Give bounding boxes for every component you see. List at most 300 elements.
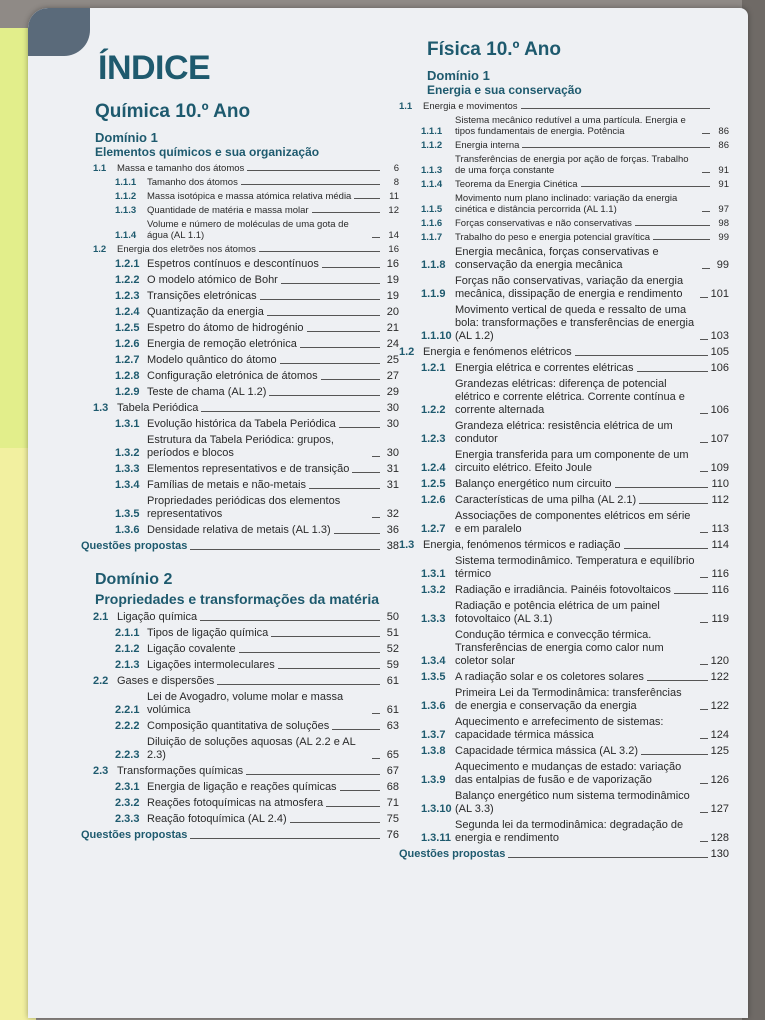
section-title: Associações de componentes elétricos em série e em paralelo — [455, 510, 691, 535]
section-number: 1.3.5 — [115, 508, 140, 520]
toc-entry[interactable] — [399, 232, 729, 243]
toc-entry[interactable] — [399, 761, 729, 787]
toc-list — [81, 163, 399, 537]
leader-dots — [700, 812, 708, 813]
section-number: 1.2.4 — [421, 462, 446, 474]
page-number: 65 — [386, 749, 399, 761]
page-number: 120 — [710, 655, 729, 667]
toc-entry[interactable] — [81, 386, 399, 399]
leader-dots — [700, 413, 708, 414]
section-title: Elementos representativos e de transição — [147, 463, 350, 475]
section-number: 1.1.2 — [115, 191, 137, 202]
page-number: 51 — [386, 627, 399, 639]
section-number: 1.2 — [93, 244, 107, 255]
toc-entry[interactable] — [81, 177, 399, 188]
leader-dots — [354, 198, 380, 199]
section-title: Movimento num plano inclinado: variação da energia cinética e distância percorrida (AL 1.1) — [455, 193, 678, 215]
section-number: 1.3.4 — [421, 655, 446, 667]
toc-entry[interactable] — [81, 643, 399, 656]
section-number: 1.2.7 — [421, 523, 446, 535]
section-number: 1.1.10 — [421, 330, 452, 342]
toc-entry[interactable] — [81, 244, 399, 255]
toc-entry[interactable] — [399, 304, 729, 343]
section-title: Espetro do átomo de hidrogénio — [147, 322, 304, 334]
section-title: Primeira Lei da Termodinâmica: transferências de energia e conservação da energia — [455, 687, 682, 712]
page-number: 125 — [710, 745, 729, 757]
section-number: 2.3.2 — [115, 797, 140, 809]
section-title: Transições eletrónicas — [147, 290, 257, 302]
section-title: Aquecimento e arrefecimento de sistemas: capacidade térmica mássica — [455, 716, 664, 741]
section-number: 1.3.6 — [115, 524, 140, 536]
section-title: Massa isotópica e massa atómica relativa média — [147, 191, 352, 202]
page-number: 124 — [710, 729, 729, 741]
section-number: 1.1.3 — [115, 205, 137, 216]
toc-entry[interactable] — [399, 600, 729, 626]
page-number: 103 — [710, 330, 729, 342]
section-number: 1.1.7 — [421, 232, 443, 243]
page-number: 99 — [718, 232, 729, 243]
section-title: O modelo atómico de Bohr — [147, 274, 278, 286]
page-number: 30 — [386, 447, 399, 459]
toc-entry[interactable] — [399, 629, 729, 668]
leader-dots — [702, 211, 710, 212]
section-title: Radiação e potência elétrica de um painel fotovoltaico (AL 3.1) — [455, 600, 660, 625]
page-number: 119 — [711, 613, 729, 625]
section-title: Densidade relativa de metais (AL 1.3) — [147, 524, 331, 536]
toc-entry[interactable] — [399, 555, 729, 581]
section-number: 1.3.7 — [421, 729, 446, 741]
section-number: 1.2.3 — [421, 433, 446, 445]
toc-entry[interactable] — [81, 813, 399, 826]
section-title: Volume e número de moléculas de uma gota de água (AL 1.1) — [147, 219, 349, 241]
leader-dots — [372, 517, 380, 518]
leader-dots — [674, 593, 709, 594]
toc-entry[interactable] — [81, 479, 399, 492]
toc-entry[interactable] — [81, 274, 399, 287]
section-number: 2.3 — [93, 765, 109, 777]
toc-entry[interactable] — [81, 611, 399, 624]
leader-dots — [635, 225, 710, 226]
leader-dots — [241, 184, 380, 185]
section-number: 2.1.1 — [115, 627, 140, 639]
toc-entry[interactable] — [399, 584, 729, 597]
leader-dots — [581, 186, 710, 187]
page-number: 38 — [386, 540, 399, 552]
toc-entry[interactable] — [399, 494, 729, 507]
toc-entry[interactable] — [399, 346, 729, 359]
toc-entry[interactable] — [399, 716, 729, 742]
section-number: 2.3.1 — [115, 781, 140, 793]
domain-label: Domínio 2 — [95, 571, 173, 588]
leader-dots — [352, 472, 380, 473]
section-number: 1.2.7 — [115, 354, 140, 366]
section-number: 1.3.5 — [421, 671, 446, 683]
toc-entry[interactable] — [399, 140, 729, 151]
leader-dots — [269, 395, 380, 396]
toc-entry[interactable] — [399, 819, 729, 845]
page-number: 30 — [386, 418, 399, 430]
leader-dots — [246, 774, 380, 775]
page-number: 50 — [386, 611, 399, 623]
toc-entry[interactable] — [81, 258, 399, 271]
subject-heading-chemistry: Química 10.º Ano — [95, 101, 251, 122]
page-number: 29 — [386, 386, 399, 398]
page-number: 27 — [386, 370, 399, 382]
page-title: ÍNDICE — [98, 49, 211, 87]
page-number: 61 — [386, 704, 399, 716]
page-number: 126 — [710, 774, 729, 786]
section-title: Evolução histórica da Tabela Periódica — [147, 418, 336, 430]
leader-dots — [508, 857, 707, 858]
section-number: 1.3.3 — [115, 463, 140, 475]
section-number: 1.2.8 — [115, 370, 140, 382]
section-title: Teste de chama (AL 1.2) — [147, 386, 267, 398]
leader-dots — [700, 577, 708, 578]
section-number: 1.1.5 — [421, 204, 443, 215]
section-number: 1.3.11 — [421, 832, 451, 844]
section-title: Ligação química — [117, 611, 198, 623]
page-number: 11 — [389, 191, 399, 202]
domain-subtitle: Energia e sua conservação — [427, 83, 582, 97]
toc-entry[interactable] — [399, 790, 729, 816]
page-number: 99 — [716, 259, 729, 271]
section-number: 1.1.1 — [421, 126, 443, 137]
toc-entry[interactable] — [399, 378, 729, 417]
leader-dots — [201, 411, 380, 412]
section-title: Energia e fenómenos elétricos — [423, 346, 572, 358]
toc-entry[interactable] — [399, 420, 729, 446]
toc-entry[interactable] — [399, 101, 729, 112]
toc-entry[interactable] — [399, 115, 729, 137]
questions-entry[interactable] — [81, 540, 399, 553]
toc-entry[interactable] — [399, 179, 729, 190]
toc-entry[interactable] — [81, 191, 399, 202]
toc-entry[interactable] — [399, 687, 729, 713]
page-number: 71 — [386, 797, 399, 809]
section-title: Composição quantitativa de soluções — [147, 720, 330, 732]
page-number: 114 — [711, 539, 729, 551]
section-title: Segunda lei da termodinâmica: degradação de energia e rendimento — [455, 819, 684, 844]
section-title: Quantidade de matéria e massa molar — [147, 205, 309, 216]
section-number: 1.3 — [93, 402, 109, 414]
leader-dots — [271, 636, 380, 637]
section-number: 1.2.9 — [115, 386, 140, 398]
section-number: 2.3.3 — [115, 813, 140, 825]
toc-entry[interactable] — [81, 402, 399, 415]
page-number: 63 — [386, 720, 399, 732]
toc-entry[interactable] — [81, 463, 399, 476]
page-number: 130 — [710, 848, 729, 860]
leader-dots — [641, 754, 708, 755]
toc-entry[interactable] — [81, 720, 399, 733]
section-title: Configuração eletrónica de átomos — [147, 370, 318, 382]
section-title: Modelo quântico do átomo — [147, 354, 277, 366]
section-number: 1.2.3 — [115, 290, 140, 302]
section-number: 1.3 — [399, 539, 415, 551]
toc-entry[interactable] — [399, 275, 729, 301]
page-number: 76 — [386, 829, 399, 841]
section-number: 1.3.8 — [421, 745, 446, 757]
section-number: 1.2.5 — [421, 478, 446, 490]
page-number: 12 — [388, 205, 399, 216]
page-number: 91 — [718, 179, 729, 190]
leader-dots — [372, 456, 380, 457]
toc-entry[interactable] — [81, 370, 399, 383]
page-number: 19 — [386, 290, 399, 302]
leader-dots — [624, 548, 709, 549]
toc-entry[interactable] — [81, 418, 399, 431]
page-number: 16 — [386, 258, 399, 270]
right-column — [399, 38, 729, 864]
toc-list — [399, 101, 729, 845]
page-number: 31 — [386, 479, 399, 491]
page-number: 59 — [386, 659, 399, 671]
toc-list — [81, 611, 399, 826]
leader-dots — [521, 108, 710, 109]
section-title: Grandezas elétricas: diferença de potencial elétrico e corrente elétrica. Corrente contínua e corrente alternada — [455, 378, 685, 416]
page-number: 106 — [710, 404, 729, 416]
leader-dots — [700, 738, 708, 739]
section-title: Forças conservativas e não conservativas — [455, 218, 632, 229]
leader-dots — [700, 532, 708, 533]
section-title: A radiação solar e os coletores solares — [455, 671, 644, 683]
toc-entry[interactable] — [81, 797, 399, 810]
leader-dots — [281, 283, 380, 284]
leader-dots — [639, 503, 708, 504]
page-number: 97 — [718, 204, 729, 215]
section-number: 1.2.1 — [421, 362, 446, 374]
section-number: 1.3.3 — [421, 613, 446, 625]
leader-dots — [309, 488, 380, 489]
page-number: 52 — [386, 643, 399, 655]
section-title: Condução térmica e convecção térmica. Transferências de energia como calor num coletor solar — [455, 629, 664, 667]
section-number: 2.2.3 — [115, 749, 140, 761]
page-number: 32 — [386, 508, 399, 520]
page-number: 14 — [388, 230, 399, 241]
leader-dots — [278, 668, 380, 669]
section-number: 1.2.1 — [115, 258, 140, 270]
section-number: 1.1.4 — [115, 230, 137, 241]
toc-entry[interactable] — [81, 495, 399, 521]
section-number: 1.1.2 — [421, 140, 443, 151]
leader-dots — [522, 147, 710, 148]
leader-dots — [700, 339, 708, 340]
leader-dots — [702, 133, 710, 134]
questions-label: Questões propostas — [81, 540, 188, 552]
section-title: Sistema mecânico redutível a uma partícula. Energia e tipos fundamentais de energia. Potência — [455, 115, 686, 137]
leader-dots — [259, 251, 380, 252]
leader-dots — [339, 427, 380, 428]
toc-entry[interactable] — [81, 306, 399, 319]
section-number: 1.2.5 — [115, 322, 140, 334]
page-number: 19 — [386, 274, 399, 286]
section-title: Gases e dispersões — [117, 675, 215, 687]
leader-dots — [575, 355, 708, 356]
section-title: Energia dos eletrões nos átomos — [117, 244, 256, 255]
leader-dots — [372, 758, 380, 759]
toc-entry[interactable] — [81, 736, 399, 762]
section-number: 1.2.2 — [115, 274, 140, 286]
leader-dots — [307, 331, 380, 332]
domain-label: Domínio 1 — [95, 130, 158, 145]
section-title: Sistema termodinâmico. Temperatura e equilíbrio térmico — [455, 555, 695, 580]
questions-entry[interactable] — [399, 848, 729, 861]
toc-entry[interactable] — [81, 163, 399, 174]
section-title: Tabela Periódica — [117, 402, 199, 414]
page-number: 61 — [386, 675, 399, 687]
section-number: 1.1.1 — [115, 177, 137, 188]
toc-entry[interactable] — [81, 205, 399, 216]
page-number: 105 — [710, 346, 729, 358]
page-number: 68 — [386, 781, 399, 793]
leader-dots — [372, 713, 380, 714]
section-title: Grandeza elétrica: resistência elétrica de um condutor — [455, 420, 673, 445]
leader-dots — [700, 783, 708, 784]
leader-dots — [260, 299, 380, 300]
page-number: 122 — [710, 671, 729, 683]
section-title: Ligação covalente — [147, 643, 236, 655]
section-title: Propriedades periódicas dos elementos representativos — [147, 495, 341, 520]
toc-entry[interactable] — [81, 675, 399, 688]
toc-entry[interactable] — [399, 539, 729, 552]
section-title: Balanço energético num circuito — [455, 478, 612, 490]
toc-entry[interactable] — [399, 745, 729, 758]
leader-dots — [334, 533, 380, 534]
section-number: 1.3.2 — [115, 447, 140, 459]
toc-entry[interactable] — [81, 691, 399, 717]
toc-entry[interactable] — [399, 193, 729, 215]
page-number: 128 — [710, 832, 729, 844]
leader-dots — [653, 239, 710, 240]
section-number: 1.1.6 — [421, 218, 443, 229]
section-title: Famílias de metais e não-metais — [147, 479, 306, 491]
toc-entry[interactable] — [399, 362, 729, 375]
toc-entry[interactable] — [81, 338, 399, 351]
section-title: Trabalho do peso e energia potencial gravítica — [455, 232, 651, 243]
section-number: 2.1 — [93, 611, 109, 623]
toc-entry[interactable] — [81, 434, 399, 460]
leader-dots — [700, 622, 708, 623]
page-number: 116 — [711, 584, 729, 596]
questions-label: Questões propostas — [81, 829, 188, 841]
leader-dots — [322, 267, 380, 268]
toc-entry[interactable] — [399, 218, 729, 229]
domain-subtitle: Elementos químicos e sua organização — [95, 145, 320, 159]
toc-entry[interactable] — [81, 219, 399, 241]
page-number: 16 — [388, 244, 399, 255]
toc-entry[interactable] — [81, 765, 399, 778]
leader-dots — [312, 212, 380, 213]
toc-entry[interactable] — [399, 449, 729, 475]
toc-entry[interactable] — [399, 246, 729, 272]
section-title: Energia interna — [455, 140, 520, 151]
section-title: Aquecimento e mudanças de estado: variação das entalpias de fusão e de vaporização — [455, 761, 682, 786]
section-number: 2.2.2 — [115, 720, 140, 732]
page-number: 20 — [386, 306, 399, 318]
toc-entry[interactable] — [81, 781, 399, 794]
section-number: 1.3.10 — [421, 803, 452, 815]
toc-entry[interactable] — [81, 354, 399, 367]
section-title: Teorema da Energia Cinética — [455, 179, 578, 190]
section-title: Forças não conservativas, variação da energia mecânica, dissipação de energia e rendimento — [455, 275, 684, 300]
leader-dots — [290, 822, 380, 823]
page-number: 36 — [386, 524, 399, 536]
section-number: 1.3.2 — [421, 584, 446, 596]
section-title: Radiação e irradiância. Painéis fotovoltaicos — [455, 584, 671, 596]
section-number: 1.1.8 — [421, 259, 446, 271]
toc-entry[interactable] — [81, 290, 399, 303]
page-number: 98 — [718, 218, 729, 229]
section-title: Energia, fenómenos térmicos e radiação — [423, 539, 621, 551]
page-number: 8 — [393, 177, 399, 188]
leader-dots — [247, 170, 380, 171]
page-number: 107 — [710, 433, 729, 445]
section-number: 1.1.9 — [421, 288, 446, 300]
toc-entry[interactable] — [81, 627, 399, 640]
section-title: Energia de remoção eletrónica — [147, 338, 297, 350]
toc-entry[interactable] — [399, 671, 729, 684]
section-title: Energia de ligação e reações químicas — [147, 781, 337, 793]
page-number: 116 — [711, 568, 729, 580]
subject-heading-physics: Física 10.º Ano — [427, 39, 562, 60]
section-title: Estrutura da Tabela Periódica: grupos, períodos e blocos — [147, 434, 334, 459]
page-number: 91 — [718, 165, 729, 176]
section-title: Reações fotoquímicas na atmosfera — [147, 797, 324, 809]
leader-dots — [332, 729, 380, 730]
section-number: 2.1.2 — [115, 643, 140, 655]
section-title: Energia mecânica, forças conservativas e conservação da energia mecânica — [455, 246, 659, 271]
section-title: Transformações químicas — [117, 765, 244, 777]
section-number: 1.1.3 — [421, 165, 443, 176]
toc-entry[interactable] — [81, 659, 399, 672]
toc-entry[interactable] — [399, 154, 729, 176]
leader-dots — [647, 680, 708, 681]
leader-dots — [372, 237, 380, 238]
toc-entry[interactable] — [399, 510, 729, 536]
toc-entry[interactable] — [399, 478, 729, 491]
page-number: 106 — [710, 362, 729, 374]
section-title: Energia e movimentos — [423, 101, 518, 112]
leader-dots — [615, 487, 709, 488]
section-number: 2.1.3 — [115, 659, 140, 671]
section-title: Balanço energético num sistema termodinâmico (AL 3.3) — [455, 790, 690, 815]
toc-entry[interactable] — [81, 524, 399, 537]
leader-dots — [239, 652, 380, 653]
leader-dots — [702, 268, 710, 269]
left-column — [81, 38, 399, 845]
section-number: 2.2 — [93, 675, 109, 687]
section-title: Quantização da energia — [147, 306, 264, 318]
section-title: Transferências de energia por ação de forças. Trabalho de uma força constante — [455, 154, 689, 176]
section-number: 1.3.9 — [421, 774, 446, 786]
section-title: Reação fotoquímica (AL 2.4) — [147, 813, 287, 825]
section-title: Diluição de soluções aquosas (AL 2.2 e AL 2.3) — [147, 736, 356, 761]
toc-entry[interactable] — [81, 322, 399, 335]
page-number: 75 — [386, 813, 399, 825]
page-number: 109 — [710, 462, 729, 474]
section-title: Capacidade térmica mássica (AL 3.2) — [455, 745, 639, 757]
questions-entry[interactable] — [81, 829, 399, 842]
page-number: 86 — [718, 140, 729, 151]
section-title: Ligações intermoleculares — [147, 659, 275, 671]
leader-dots — [700, 709, 708, 710]
section-title: Características de uma pilha (AL 2.1) — [455, 494, 637, 506]
section-title: Movimento vertical de queda e ressalto de uma bola: transformações e transferências de energia (AL 1.2) — [455, 304, 695, 342]
page-number: 86 — [718, 126, 729, 137]
page-number: 110 — [711, 478, 729, 490]
page-number: 112 — [711, 494, 729, 506]
section-title: Energia transferida para um componente de um circuito elétrico. Efeito Joule — [455, 449, 689, 474]
